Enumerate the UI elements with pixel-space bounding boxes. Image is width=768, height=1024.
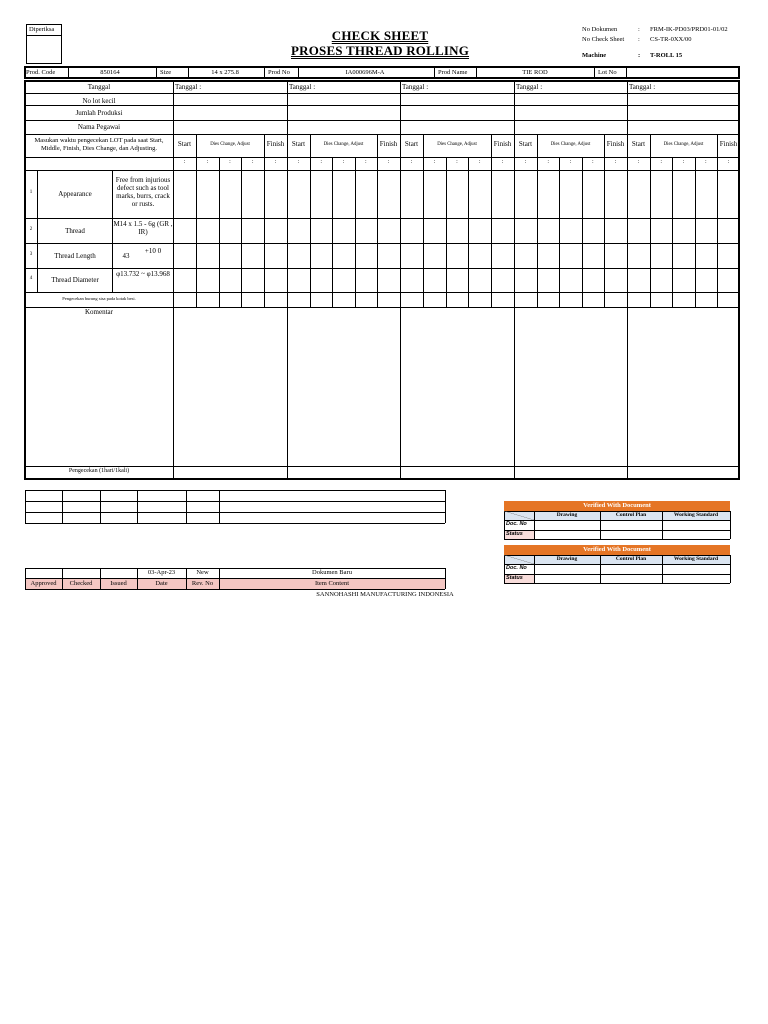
finish-label: Finish <box>719 140 738 148</box>
v-line <box>672 157 673 307</box>
size-label: Size <box>160 69 172 76</box>
v-line <box>662 511 663 539</box>
v-line <box>219 157 220 307</box>
title-proses: PROSES THREAD ROLLING <box>290 43 470 58</box>
time-colon: : <box>251 159 254 165</box>
time-colon: : <box>591 159 594 165</box>
time-colon: : <box>682 159 685 165</box>
time-colon: : <box>433 159 436 165</box>
item-spec: M14 x 1.5 - 6g (GR , IR) <box>113 220 173 236</box>
komentar-label: Komentar <box>85 308 113 316</box>
time-colon: : <box>456 159 458 165</box>
h-line <box>504 564 730 565</box>
verified-col-working-standard: Working Standard <box>673 512 719 518</box>
v-line <box>219 490 220 523</box>
check-sheet-no-label: No Check Sheet <box>582 36 625 43</box>
h-line <box>25 170 740 171</box>
v-line <box>559 157 560 307</box>
row-label-tanggal: Tanggal <box>87 83 111 91</box>
h-line <box>25 120 740 121</box>
h-line <box>504 511 730 512</box>
v-line <box>468 157 469 307</box>
item-spec: 43 <box>122 251 130 260</box>
time-colon: : <box>727 159 730 165</box>
verified-col-working-standard: Working Standard <box>673 556 719 562</box>
revision-rev: New <box>196 569 209 576</box>
finish-label: Finish <box>379 140 398 148</box>
time-colon: : <box>206 159 209 165</box>
dies-change-label: Dies Change, Adjust <box>663 142 704 147</box>
v-line <box>100 490 101 523</box>
time-colon: : <box>229 159 231 165</box>
time-colon: : <box>524 159 527 165</box>
verified-row-status: Status <box>506 575 523 581</box>
item-name: Thread Diameter <box>51 276 99 284</box>
verified-col-drawing: Drawing <box>556 512 578 518</box>
prod-no-value: IA000696M-A <box>345 69 385 76</box>
revision-header-checked: Checked <box>69 580 93 587</box>
time-colon: : <box>320 159 322 165</box>
row-label-nama-pegawai: Nama Pegawai <box>77 123 121 131</box>
revision-header-date: Date <box>155 580 168 587</box>
verified-row-doc-no: Doc. No <box>506 521 527 527</box>
time-colon: : <box>183 159 186 165</box>
v-line <box>445 490 446 523</box>
item-name: Thread Length <box>54 251 96 260</box>
diperiksa-box <box>26 24 62 64</box>
row-label-jumlah-produksi: Jumlah Produksi <box>75 109 123 117</box>
h-line <box>25 134 740 135</box>
item-no: 2 <box>29 226 33 232</box>
title-check-sheet: CHECK SHEET <box>331 28 429 43</box>
revision-content: Dokumen Baru <box>312 569 352 576</box>
start-label: Start <box>631 140 646 148</box>
size-value: 14 x 275.8 <box>211 69 239 76</box>
h-line <box>25 218 740 219</box>
h-line <box>504 539 730 540</box>
item-name: Appearance <box>58 190 92 198</box>
v-line <box>332 157 333 307</box>
v-line <box>445 568 446 589</box>
v-line <box>186 490 187 523</box>
v-line <box>662 555 663 583</box>
v-line <box>298 67 299 79</box>
verified-row-doc-no: Doc. No <box>506 565 527 571</box>
v-line <box>582 157 583 307</box>
v-line <box>476 67 477 79</box>
time-colon: : <box>274 159 277 165</box>
v-line <box>25 490 26 523</box>
verified-col-control-plan: Control Plan <box>615 556 647 562</box>
revision-header-issued: Issued <box>110 580 127 587</box>
tanggal-date-label: Tanggal : <box>629 83 656 91</box>
v-line <box>241 157 242 307</box>
v-line <box>355 157 356 307</box>
v-line <box>626 67 627 79</box>
dies-change-label: Dies Change, Adjust <box>550 142 591 147</box>
item-no: 3 <box>29 251 33 257</box>
v-line <box>68 67 69 79</box>
revision-date: 03-Apr-23 <box>147 569 176 576</box>
item-name: Thread <box>65 226 85 235</box>
h-line <box>504 530 730 531</box>
diagonal-cell <box>504 555 534 564</box>
tanggal-date-label: Tanggal : <box>402 83 429 91</box>
item-spec: φ13.732 ~ φ13.968 <box>116 270 170 278</box>
footer-company: SANNOHASHI MANUFACTURING INDONESIA <box>316 591 454 598</box>
prod-name-value: TIE ROD <box>522 69 548 76</box>
verified-col-control-plan: Control Plan <box>615 512 647 518</box>
h-line <box>504 520 730 521</box>
h-line <box>504 555 730 556</box>
h-line <box>25 157 740 158</box>
diagonal-cell <box>504 511 534 520</box>
item-no: 1 <box>29 190 33 195</box>
h-line <box>25 292 740 293</box>
time-colon: : <box>547 159 549 165</box>
h-line <box>25 490 445 491</box>
colon: : <box>638 26 640 33</box>
v-line <box>600 511 601 539</box>
v-line <box>137 490 138 523</box>
h-line <box>25 93 740 94</box>
v-line <box>264 67 265 79</box>
finish-label: Finish <box>606 140 625 148</box>
prod-code-label: Prod. Code <box>26 69 56 76</box>
verified-col-drawing: Drawing <box>556 556 578 562</box>
h-line <box>25 243 740 244</box>
time-colon: : <box>387 159 390 165</box>
v-line <box>594 67 595 79</box>
h-line <box>504 574 730 575</box>
start-label: Start <box>177 140 192 148</box>
h-line <box>25 105 740 106</box>
time-colon: : <box>614 159 617 165</box>
machine-label: Machine <box>582 52 607 59</box>
note-small: Pengecekan burung sisa pada kotak besi. <box>62 296 136 301</box>
v-line <box>188 67 189 79</box>
time-colon: : <box>569 159 572 165</box>
time-colon: : <box>501 159 504 165</box>
revision-header-rev-no: Rev. No <box>191 580 214 587</box>
h-line <box>25 523 445 524</box>
h-line <box>25 589 445 590</box>
tanggal-date-label: Tanggal : <box>516 83 543 91</box>
prod-name-label: Prod Name <box>438 69 468 76</box>
time-colon: : <box>660 159 662 165</box>
v-line <box>730 511 731 539</box>
h-line <box>25 466 740 467</box>
h-line <box>25 307 740 308</box>
machine-value: T-ROLL 15 <box>650 52 683 59</box>
time-colon: : <box>342 159 345 165</box>
h-line <box>25 512 445 513</box>
v-line <box>695 157 696 307</box>
v-line <box>62 490 63 523</box>
h-line <box>25 268 740 269</box>
prod-no-label: Prod No <box>268 69 290 76</box>
item-tolerance: +10 0 <box>144 247 162 255</box>
dies-change-label: Dies Change, Adjust <box>437 142 477 147</box>
item-no: 4 <box>29 276 33 281</box>
v-line <box>156 67 157 79</box>
time-colon: : <box>637 159 640 165</box>
start-label: Start <box>291 140 306 148</box>
time-colon: : <box>364 159 367 165</box>
time-colon: : <box>704 159 707 165</box>
tanggal-date-label: Tanggal : <box>289 83 316 91</box>
time-colon: : <box>297 159 300 165</box>
check-sheet-no-value: CS-TR-0XX/00 <box>650 36 692 43</box>
verified-title: Verified With Document <box>504 501 730 511</box>
lot-no-label: Lot No <box>598 69 617 76</box>
v-line <box>600 555 601 583</box>
time-colon: : <box>478 159 481 165</box>
dies-change-label: Dies Change, Adjust <box>210 142 250 147</box>
v-line <box>730 555 731 583</box>
pengecekan-label: Pengecekan (1hari/1kali) <box>68 468 130 474</box>
v-line <box>446 157 447 307</box>
h-line <box>25 578 445 579</box>
start-label: Start <box>404 140 419 148</box>
item-spec: Free from injurious defect such as tool marks, burrs, crack or rusts. <box>115 176 171 208</box>
time-colon: : <box>410 159 413 165</box>
finish-label: Finish <box>493 140 512 148</box>
prod-code-value: 850164 <box>100 69 120 76</box>
doc-info <box>582 26 762 64</box>
verified-title: Verified With Document <box>504 545 730 555</box>
h-line <box>504 583 730 584</box>
h-line <box>25 501 445 502</box>
doc-no-label: No Dokumen <box>582 26 618 33</box>
dies-change-label: Dies Change, Adjust <box>323 142 364 147</box>
colon: : <box>638 52 641 59</box>
v-line <box>434 67 435 79</box>
finish-label: Finish <box>266 140 285 148</box>
diperiksa-label: Diperiksa <box>29 26 55 33</box>
instruction-text: Masukan waktu pengecekan LOT pada saat Start, Middle, Finish, Dies Change, dan Adjusting. <box>34 137 164 152</box>
row-label-no-lot: No lot kecil <box>82 97 116 105</box>
revision-header-approved: Approved <box>30 580 57 587</box>
colon: : <box>638 36 640 43</box>
doc-no-value: FRM-IK-PD03/PRD01-01/02 <box>650 26 728 33</box>
revision-header-item-content: Item Content <box>314 580 350 587</box>
start-label: Start <box>518 140 533 148</box>
verified-row-status: Status <box>506 531 523 537</box>
tanggal-date-label: Tanggal : <box>175 83 202 91</box>
